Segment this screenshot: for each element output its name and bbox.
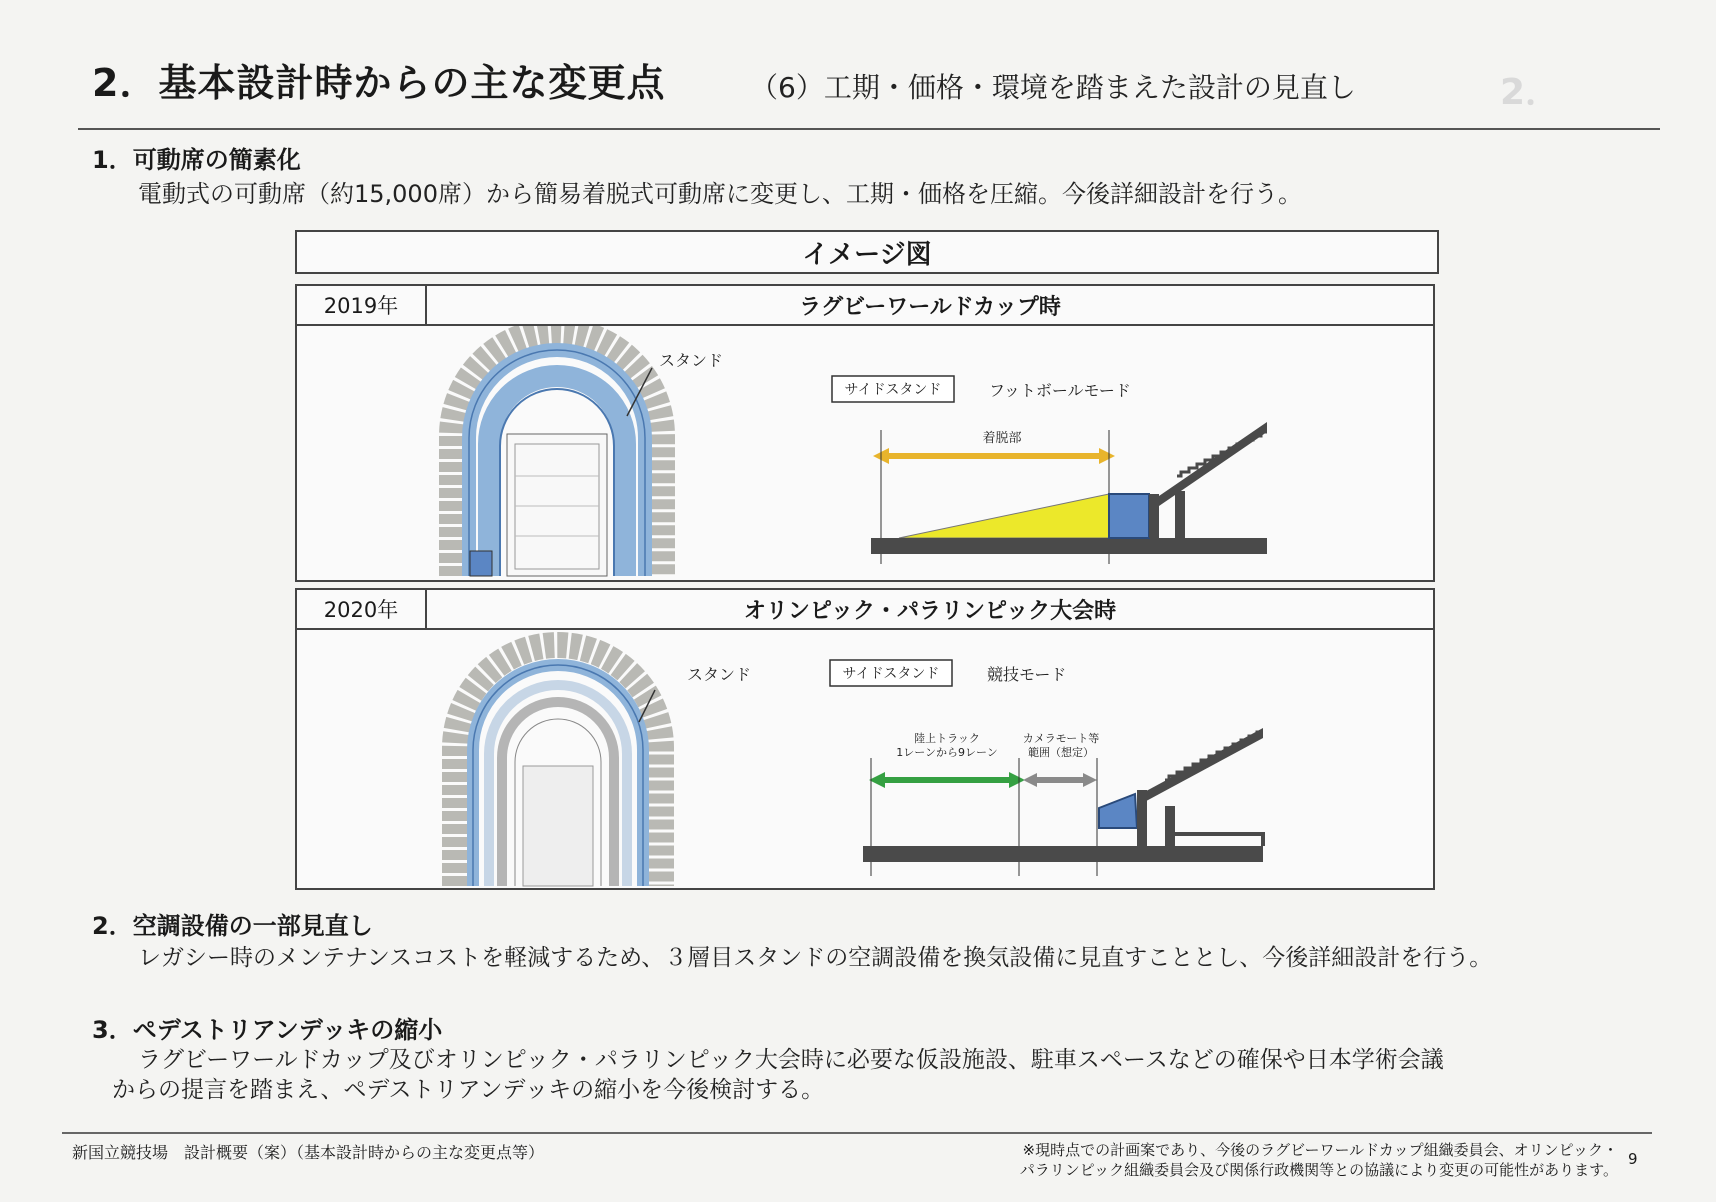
panel-2019-drawing [297, 326, 1433, 580]
section-3-body-line-2: からの提言を踏まえ、ペデストリアンデッキの縮小を今後検討する。 [112, 1077, 825, 1103]
page-number: 9 [1628, 1150, 1638, 1168]
footer-document-title: 新国立競技場 設計概要（案）（基本設計時からの主な変更点等） [72, 1143, 545, 1162]
footer-divider [62, 1132, 1652, 1134]
footer-disclaimer [918, 1140, 1618, 1180]
page-subtitle: （6）工期・価格・環境を踏まえた設計の見直し [750, 71, 1356, 104]
panel-2020 [295, 588, 1435, 890]
section-1-body: 電動式の可動席（約15,000席）から簡易着脱式可動席に変更し、工期・価格を圧縮。今後詳細設計を行う。 [138, 180, 1302, 208]
section-3-title: 3．ペデストリアンデッキの縮小 [92, 1016, 443, 1044]
stand-label-2019: スタンド [659, 351, 724, 370]
detachable-label: 着脱部 [982, 431, 1022, 446]
footer-disclaimer-line-1: ※現時点での計画案であり、今後のラグビーワールドカップ組織委員会、オリンピック・ [1022, 1141, 1618, 1159]
section-diagram-2019 [832, 376, 1267, 564]
stand-label-2020: スタンド [687, 665, 752, 684]
side-stand-label-2019: サイドスタンド [844, 382, 942, 398]
track-label-line-1: 陸上トラック [914, 732, 980, 745]
track-label-line-2: 1レーンから9レーン [896, 746, 998, 759]
competition-mode-label: 競技モード [987, 665, 1067, 684]
panel-2020-title: オリンピック・パラリンピック大会時 [743, 598, 1117, 624]
page-title: 2．基本設計時からの主な変更点 [92, 61, 666, 105]
panel-2019-title: ラグビーワールドカップ時 [799, 294, 1061, 320]
panel-2019 [295, 284, 1435, 582]
section-2-body: レガシー時のメンテナンスコストを軽減するため、３層目スタンドの空調設備を換気設備に見直すこととし、今後詳細設計を行う。 [138, 945, 1493, 971]
camera-label-line-1: カメラモート等 [1022, 732, 1100, 745]
section-1-title: 1．可動席の簡素化 [92, 146, 301, 174]
image-figure-title: イメージ図 [295, 230, 1439, 274]
header-divider [78, 128, 1660, 130]
bleed-through-text: 2． [1500, 72, 1562, 113]
side-stand-label-2020: サイドスタンド [842, 666, 940, 682]
stadium-plan-2020 [455, 645, 661, 886]
detachable-seating [899, 494, 1109, 538]
section-3-body-line-1: ラグビーワールドカップ及びオリンピック・パラリンピック大会時に必要な仮設施設、駐車スペースなどの確保や日本学術会議 [138, 1047, 1444, 1073]
panel-2020-year: 2020年 [297, 590, 427, 628]
section-2-title: 2．空調設備の一部見直し [92, 912, 373, 940]
panel-2019-header [297, 286, 1433, 326]
panel-2019-year: 2019年 [297, 286, 427, 324]
section-diagram-2020 [830, 660, 1263, 876]
football-mode-label: フットボールモード [989, 381, 1131, 400]
footer-disclaimer-line-2: パラリンピック組織委員会及び関係行政機関等との協議により変更の可能性があります。 [1019, 1161, 1618, 1179]
panel-2020-header [297, 590, 1433, 630]
camera-label-line-2: 範囲（想定） [1028, 746, 1094, 759]
panel-2020-drawing [297, 630, 1433, 888]
stadium-plan-2019 [452, 331, 662, 576]
